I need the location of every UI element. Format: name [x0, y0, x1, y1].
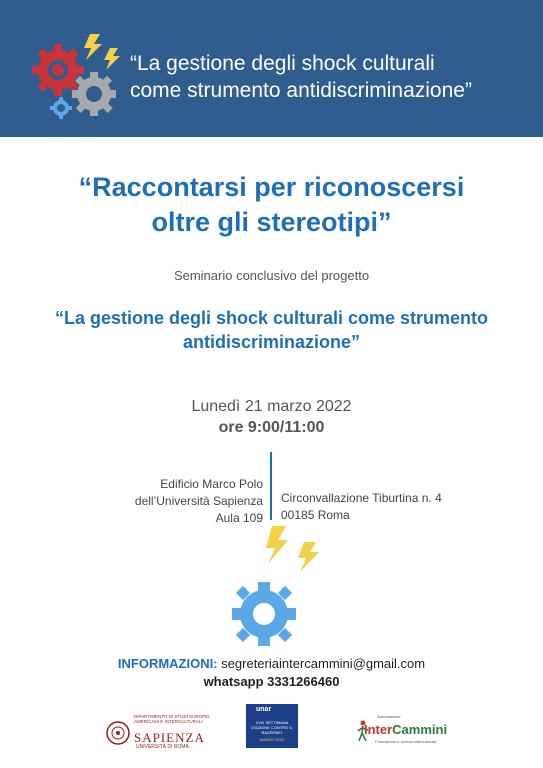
intercammini-name-first: Inter — [364, 722, 393, 737]
main-title-line1: “Raccontarsi per riconoscersi — [78, 172, 465, 202]
header-title — [130, 50, 540, 104]
unar-logo — [246, 704, 298, 748]
project-title — [0, 306, 543, 354]
gears-lightning-logo — [28, 30, 128, 125]
info-email[interactable]: segreteriaintercammini@gmail.com — [221, 656, 426, 671]
header-title-line2: come strumento antidiscriminazione” — [130, 79, 472, 102]
info-label: INFORMAZIONI: — [117, 656, 218, 671]
intercammini-small: Associazione — [377, 714, 401, 719]
venue-address-line1: Circonvallazione Tiburtina n. 4 — [281, 491, 442, 505]
event-datetime — [0, 396, 543, 438]
partner-logos — [0, 700, 543, 768]
intercammini-name — [364, 722, 447, 737]
center-gear-illustration — [222, 518, 342, 658]
main-title — [0, 170, 543, 240]
unar-dates: MARZO 2022 — [259, 737, 285, 742]
event-date: Lunedì 21 marzo 2022 — [191, 398, 352, 415]
event-time: ore 9:00/11:00 — [218, 419, 325, 436]
grey-gear-icon — [72, 72, 116, 116]
unar-text: XVIII SETTIMANA D'AZIONE CONTRO IL RAZZISMO — [251, 720, 293, 735]
intercammini-logo — [356, 710, 466, 750]
sapienza-department: DIPARTIMENTO DI STUDI EUROPEI AMERICANI E INTERCULTURALI — [134, 714, 210, 724]
seminar-subtitle: Seminario conclusivo del progetto — [173, 268, 370, 283]
header-banner — [0, 0, 543, 137]
intercammini-tagline: Formazione e ricerca interculturale — [375, 739, 437, 744]
small-blue-gear-icon — [50, 97, 72, 119]
venue-building-line3: Aula 109 — [215, 511, 263, 525]
sapienza-logo — [106, 712, 226, 752]
main-title-line2: oltre gli stereotipi” — [151, 207, 392, 237]
sapienza-subtitle: UNIVERSITÀ DI ROMA — [136, 744, 189, 750]
header-title-line1: “La gestione degli shock culturali — [130, 52, 435, 75]
red-gear-icon — [32, 44, 84, 96]
intercammini-name-second: Cammini — [392, 722, 448, 737]
project-title-line1: “La gestione degli shock culturali come strumento — [54, 308, 489, 328]
venue-building-line2: dell’Università Sapienza — [134, 494, 263, 508]
center-lightning-icon — [266, 526, 319, 572]
venue-address-line2: 00185 Roma — [281, 508, 350, 522]
contact-info — [0, 655, 543, 691]
info-whatsapp: whatsapp 3331266460 — [203, 674, 340, 689]
center-blue-gear-icon — [232, 582, 296, 646]
venue-divider — [270, 452, 272, 520]
lightning-icon — [84, 34, 120, 70]
unar-name: unar — [256, 706, 272, 713]
sapienza-name: SAPIENZA — [134, 730, 205, 745]
sapienza-seal-icon — [106, 720, 130, 746]
venue-building-line1: Edificio Marco Polo — [160, 477, 263, 491]
project-title-line2: antidiscriminazione” — [182, 332, 361, 352]
